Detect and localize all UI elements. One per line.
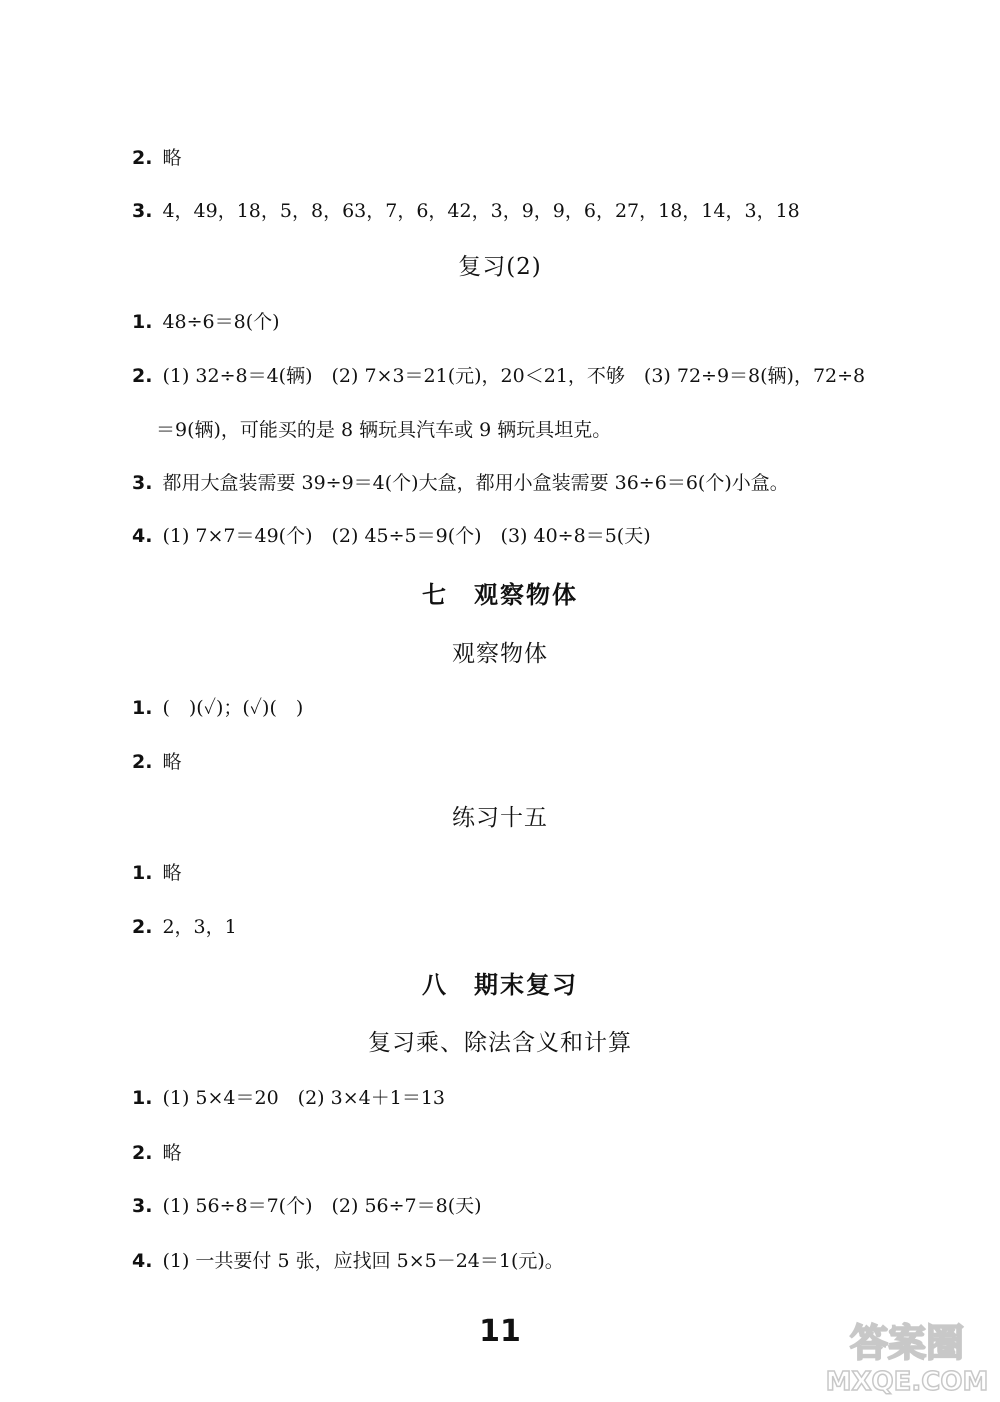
watermark-title: 答案圈 [849,1321,965,1365]
item-number: 1. [132,1087,153,1109]
answer-line [132,197,940,225]
section-title-observe: 观察物体 [452,641,548,667]
answer-line [132,859,940,887]
answer-text: 略 [162,1142,182,1164]
item-number: 3. [132,200,153,222]
item-number: 2. [132,1142,153,1164]
watermark-logo [818,1312,996,1396]
answer-text: 2，3，1 [162,916,237,938]
answer-text: (1) 32÷8＝4(辆) (2) 7×3＝21(元)，20＜21，不够 (3) 72÷9＝8(辆)，72÷8 [162,365,866,387]
section-title-exercise-15: 练习十五 [452,805,548,831]
item-number: 1. [132,311,153,333]
answer-line [132,362,940,390]
item-number: 1. [132,862,153,884]
answer-text: 48÷6＝8(个) [162,311,280,333]
item-number: 2. [132,751,153,773]
answer-line [132,748,940,776]
item-number: 2. [132,916,153,938]
item-number: 4. [132,525,153,547]
answer-line [132,522,940,550]
item-number: 2. [132,147,153,169]
answer-line [132,913,940,941]
chapter-title-8: 八 期末复习 [422,971,578,999]
watermark-url: MXQE.COM [825,1367,989,1396]
answer-text: (1) 一共要付 5 张，应找回 5×5－24＝1(元)。 [162,1250,564,1272]
answer-text: 略 [162,147,182,169]
answer-line [132,469,940,497]
answer-text: (1) 5×4＝20 (2) 3×4＋1＝13 [162,1087,445,1109]
answer-line [132,1247,940,1275]
section-title-final-review: 复习乘、除法含义和计算 [368,1030,632,1056]
answer-line [132,1084,940,1112]
answer-text: 略 [162,862,182,884]
answer-line [132,1139,940,1167]
answer-line [132,144,940,172]
item-number: 2. [132,365,153,387]
answer-text: ( )(✓)；(✓)( ) [162,697,304,719]
answer-text: 都用大盒装需要 39÷9＝4(个)大盒，都用小盒装需要 36÷6＝6(个)小盒。 [162,472,789,494]
chapter-title-7: 七 观察物体 [422,581,578,609]
answer-text: (1) 7×7＝49(个) (2) 45÷5＝9(个) (3) 40÷8＝5(天) [162,525,651,547]
page-number: 11 [479,1314,521,1349]
answer-line [132,694,940,722]
answer-line-continued [156,416,940,444]
answer-line [132,308,940,336]
item-number: 4. [132,1250,153,1272]
item-number: 1. [132,697,153,719]
answer-text: ＝9(辆)，可能买的是 8 辆玩具汽车或 9 辆玩具坦克。 [156,419,612,441]
item-number: 3. [132,1195,153,1217]
answer-text: 4，49，18，5，8，63，7，6，42，3，9，9，6，27，18，14，3，18 [162,200,800,222]
section-title-review-2: 复习(2) [458,254,542,280]
answer-line [132,1192,940,1220]
answer-text: (1) 56÷8＝7(个) (2) 56÷7＝8(天) [162,1195,482,1217]
item-number: 3. [132,472,153,494]
answer-text: 略 [162,751,182,773]
